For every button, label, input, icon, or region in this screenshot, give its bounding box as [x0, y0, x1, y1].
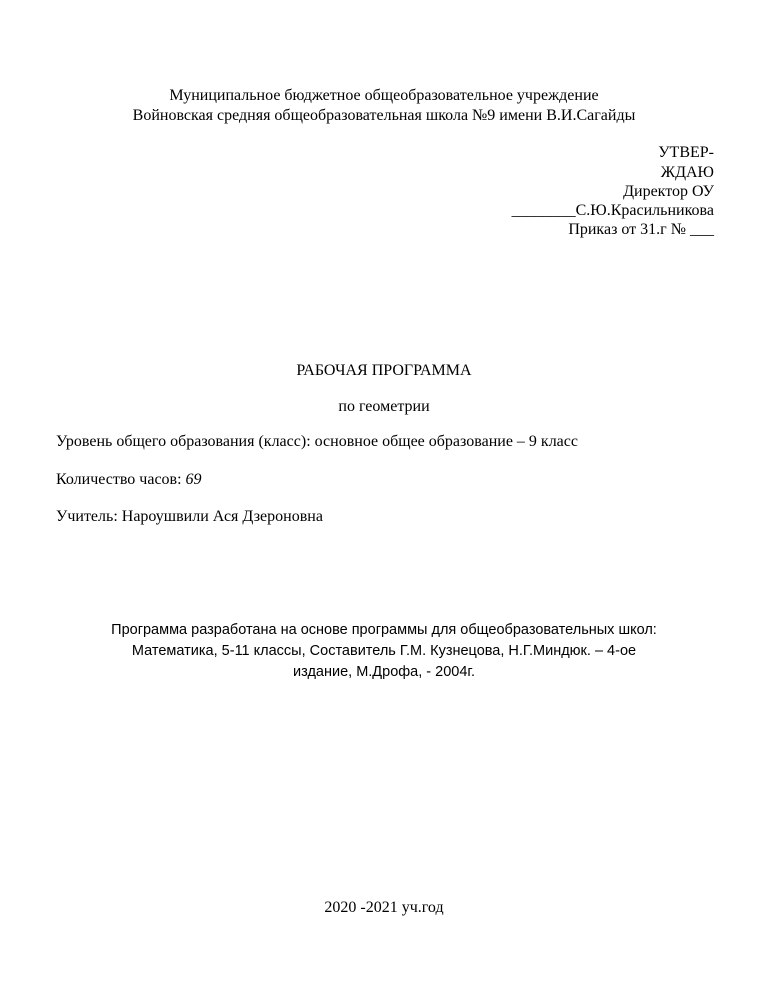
- document-title: РАБОЧАЯ ПРОГРАММА: [296, 362, 472, 379]
- education-level-line: Уровень общего образования (класс): основное общее образование – 9 класс: [56, 433, 578, 450]
- school-type-line: Муниципальное бюджетное общеобразовательное учреждение: [169, 87, 599, 104]
- hours-line: [56, 470, 202, 490]
- basis-line-3: издание, М.Дрофа, - 2004г.: [293, 664, 475, 680]
- hours-label: Количество часов:: [56, 471, 186, 488]
- subject-line: по геометрии: [338, 398, 430, 415]
- basis-line-2: Математика, 5-11 классы, Составитель Г.М. Кузнецова, Н.Г.Миндюк. – 4-ое: [131, 643, 637, 659]
- approval-word-part1: УТВЕР-: [658, 144, 714, 161]
- teacher-line: Учитель: Нароушвили Ася Дзероновна: [56, 508, 323, 525]
- hours-value: 69: [185, 471, 202, 488]
- academic-year: 2020 -2021 уч.год: [324, 899, 444, 916]
- school-name-line: Войновская средняя общеобразовательная школа №9 имени В.И.Сагайды: [132, 107, 636, 124]
- order-line: Приказ от 31.г № ___: [568, 221, 714, 238]
- approval-word-part2: ЖДАЮ: [660, 164, 714, 181]
- director-signature: ________С.Ю.Красильникова: [511, 202, 714, 219]
- basis-line-1: Программа разработана на основе программы для общеобразовательных школ:: [111, 622, 657, 638]
- director-title: Директор ОУ: [623, 183, 714, 200]
